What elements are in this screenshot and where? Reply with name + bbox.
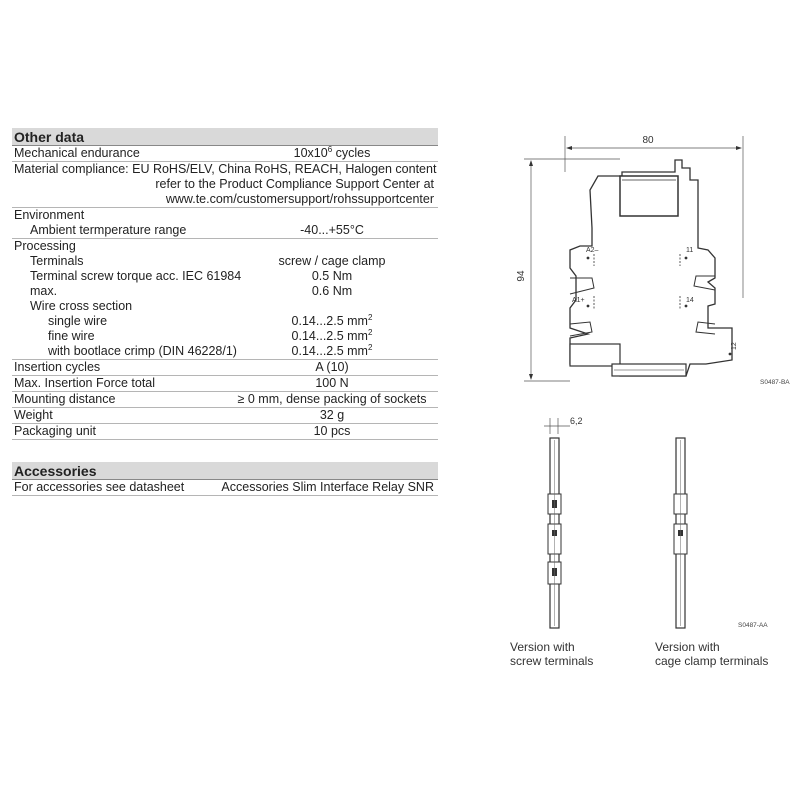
row-weight: Weight 32 g [12,408,438,424]
row-material-compliance: Material compliance: EU RoHS/ELV, China RoHS, REACH, Halogen content [14,162,437,176]
other-data-table [12,128,438,440]
mechanical-endurance-value: $10x10^6$ cycles [293,145,371,160]
dim-height-label: 94 [516,270,527,282]
row-wire-cross-section: Wire cross section [30,299,133,313]
terminal-12: 12 [731,342,738,350]
compliance-url: www.te.com/customersupport/rohssupportcenter [165,192,434,206]
row-accessories: For accessories see datasheet Accessories Slim Interface Relay SNR [12,480,438,496]
row-material-compliance-line2: refer to the Product Compliance Support Center at [155,177,434,191]
caption-cage-clamp-terminals: Version with cage clamp terminals [655,640,769,668]
row-environment: Environment [14,208,85,222]
row-packaging-unit: Packaging unit 10 pcs [12,424,438,440]
section-title-accessories: Accessories [12,462,438,480]
row-ambient-temperature: Ambient termperature range -40...+55°C [12,223,438,239]
row-fine-wire: fine wire 0.14...2.5 $mm^2$ [48,328,373,343]
row-mechanical-endurance: Mechanical endurance $10x10^6$ cycles [12,146,438,162]
terminal-14: 14 [686,297,694,304]
row-terminals: Terminals screw / cage clamp [30,254,386,268]
accessories-table [12,462,438,496]
row-material-compliance-line3 [12,192,438,208]
relay-front-drawing [510,128,790,400]
dim-width-label: 80 [642,135,654,146]
caption-screw-terminals: Version with screw terminals [510,640,594,668]
dim-6-2-label: 6,2 [570,416,583,426]
row-processing: Processing [14,239,76,253]
row-insertion-cycles: Insertion cycles A (10) [12,360,438,376]
screw-terminal-version [548,438,561,628]
row-bootlace-crimp: with bootlace crimp (DIN 46228/1) 0.14...2.5 $mm^2$ [12,344,438,360]
terminal-a2: A2– [586,247,599,254]
row-single-wire: single wire 0.14...2.5 $mm^2$ [48,313,373,328]
row-torque-max: max. 0.6 Nm [30,284,353,298]
row-torque: Terminal screw torque acc. IEC 61984 0.5 Nm [30,269,353,283]
cage-clamp-version [674,438,687,628]
row-mounting-distance: Mounting distance ≥ 0 mm, dense packing of sockets [12,392,438,408]
row-insertion-force: Max. Insertion Force total 100 N [12,376,438,392]
drawing-ref-ba: S0487-BA [760,379,790,386]
terminal-a1: A1+ [572,297,585,304]
relay-side-drawing [510,412,780,632]
section-title-other-data: Other data [12,128,438,146]
terminal-11: 11 [686,247,694,254]
drawing-ref-aa: S0487-AA [738,622,768,629]
